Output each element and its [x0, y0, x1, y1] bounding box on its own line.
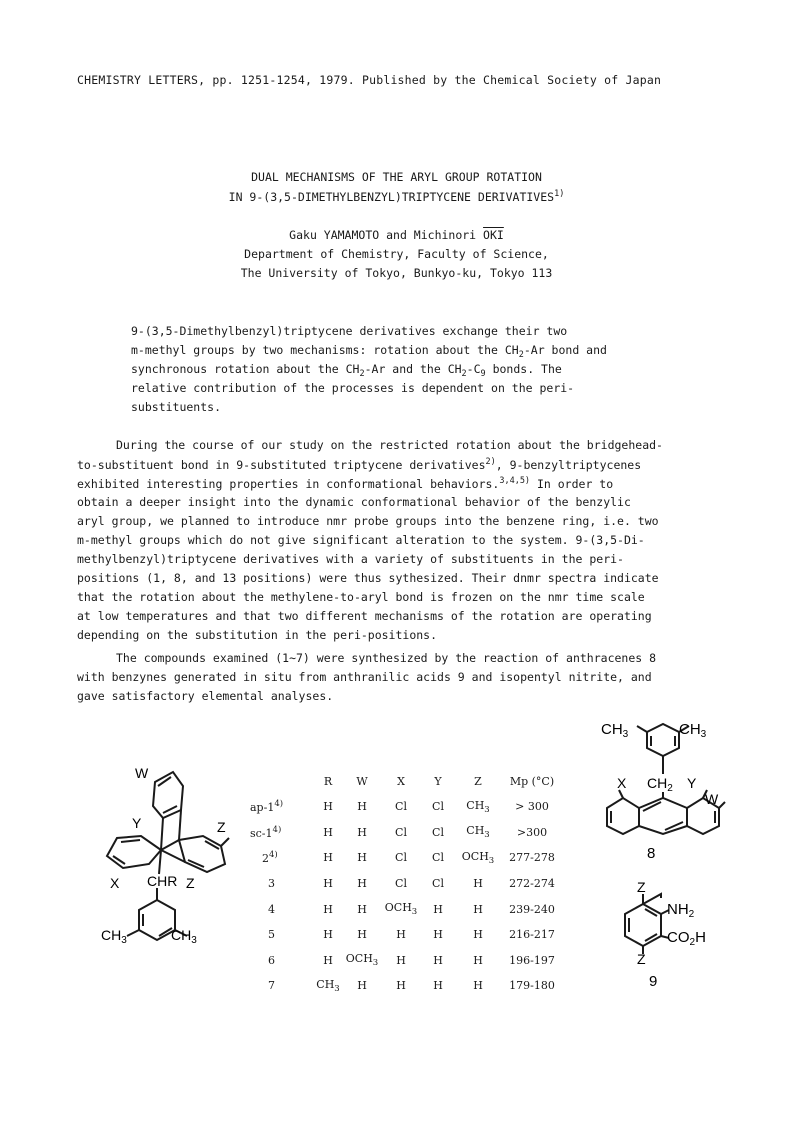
label-ch3-right: [679, 721, 707, 740]
z-bond: [221, 838, 229, 846]
cell-x: H: [396, 928, 406, 942]
cell-r: H: [323, 800, 333, 814]
abstract-text: -Ar bond and: [523, 343, 607, 357]
label-x: X: [617, 775, 627, 791]
table-row: [250, 820, 564, 846]
lower-ring: [139, 900, 175, 940]
author-oki: $\overline{OKI}$: [483, 228, 504, 242]
label-y: Y: [687, 775, 697, 791]
label-chr: CHR: [147, 873, 178, 889]
cell-w: [342, 948, 382, 974]
abstract-sub: 2: [359, 369, 365, 379]
cell-w: H: [357, 979, 367, 993]
compound-ref: 4): [272, 824, 282, 835]
ch3-text: CH: [171, 927, 192, 943]
cell-w: H: [357, 851, 367, 865]
compound-ref: 4): [274, 799, 284, 810]
cell-w: H: [357, 825, 367, 839]
methyl-bond: [127, 930, 139, 936]
compound-label: 5: [268, 928, 275, 942]
table-row: [250, 948, 564, 974]
label-ch3-left: [101, 927, 127, 946]
cell-z: H: [473, 953, 483, 967]
compound-label: 3: [268, 877, 275, 891]
body-line: The compounds examined (1∼7) were synthesized by the reaction of anthracenes 8: [116, 651, 657, 665]
body-line: positions (1, 8, and 13 positions) were thus sythesized. Their dnmr spectra indicate: [77, 571, 659, 585]
benzyl-bond: [159, 850, 161, 874]
abstract-text: m-methyl groups by two mechanisms: rotation about the CH: [131, 343, 519, 357]
label-z-upper: Z: [217, 819, 226, 835]
label-x: X: [110, 875, 120, 891]
abstract-sub: 2: [461, 369, 467, 379]
cell-w: H: [357, 902, 367, 916]
label-y: Y: [132, 815, 142, 831]
body-text: , 9-benzyltriptycenes: [495, 458, 642, 472]
title-ref: 1): [554, 189, 565, 199]
cell-y: H: [433, 902, 443, 916]
bridge-bond: [161, 840, 179, 850]
co2h-sub: 2: [689, 937, 696, 948]
cell-z: [456, 820, 500, 846]
table-row: [250, 896, 564, 922]
cell-z-sub: 3: [484, 830, 490, 841]
compound-number-8: 8: [647, 845, 656, 862]
triptycene-bonds: [107, 772, 229, 940]
cell-mp: > 300: [515, 800, 549, 814]
cell-z: H: [473, 928, 483, 942]
cell-mp: 277-278: [509, 851, 555, 865]
co2h-text: CO: [667, 929, 690, 946]
cell-y: Cl: [432, 825, 444, 839]
abstract-text: synchronous rotation about the CH: [131, 362, 360, 376]
abstract-text: -C: [466, 362, 481, 376]
body-line: at low temperatures and that two different mechanisms of the rotation are operating: [77, 609, 652, 623]
cell-mp: >300: [516, 825, 548, 839]
table-header-row: [250, 768, 564, 794]
ch3-text: CH: [101, 927, 122, 943]
label-ch3-right: [171, 927, 197, 946]
table-header: W: [356, 774, 368, 788]
cell-mp: 179-180: [509, 979, 555, 993]
cell-y: H: [433, 953, 443, 967]
cell-r-sub: 3: [334, 983, 340, 994]
table-header: R: [323, 774, 333, 788]
body-text: In order to: [530, 477, 614, 491]
cell-r: H: [323, 851, 333, 865]
body-line: During the course of our study on the restricted rotation about the bridgehead-: [116, 438, 663, 452]
cell-x: H: [396, 979, 406, 993]
abstract-line: 9-(3,5-Dimethylbenzyl)triptycene derivatives exchange their two: [131, 324, 568, 338]
compound-id: sc-1: [250, 826, 273, 840]
citation: 3,4,5): [499, 476, 531, 486]
anthracene-structure: [595, 712, 735, 862]
abstract-line: substituents.: [131, 400, 222, 414]
cell-z: H: [473, 979, 483, 993]
title-line-2-text: IN 9-(3,5-DIMETHYLBENZYL)TRIPTYCENE DERIVATIVES: [228, 190, 555, 204]
compound-number-9: 9: [649, 973, 658, 990]
abstract-sub: 9: [480, 369, 486, 379]
label-ch2: [647, 775, 673, 794]
cell-y: Cl: [432, 851, 444, 865]
table-row: [250, 794, 564, 820]
cell-w: H: [357, 877, 367, 891]
ch3-sub: 3: [191, 935, 197, 946]
label-z-top: Z: [637, 879, 646, 895]
abstract-text: -Ar and the CH: [364, 362, 462, 376]
compound-ref: 4): [269, 850, 278, 861]
table-row: [250, 871, 564, 897]
cell-y: Cl: [432, 800, 444, 814]
ch3-sub: 3: [622, 729, 629, 740]
label-w: W: [705, 791, 719, 807]
cell-z: [456, 794, 500, 820]
authors: [0, 228, 793, 242]
cell-r: H: [323, 928, 333, 942]
bridge-bond: [161, 818, 163, 850]
label-ch3-left: [601, 721, 629, 740]
abstract-line: [131, 362, 562, 379]
cell-r: H: [323, 825, 333, 839]
triptycene-structure: [95, 760, 245, 950]
cell-mp: 272-274: [509, 877, 555, 891]
cell-r: H: [323, 877, 333, 891]
compound-label: [250, 845, 314, 871]
double-bond: [121, 840, 140, 842]
cell-mp: 216-217: [509, 928, 555, 942]
cell-r: [314, 973, 342, 999]
affiliation-2: The University of Tokyo, Bunkyo-ku, Tokyo 113: [240, 266, 553, 280]
cell-x: [382, 896, 420, 922]
table-header: X: [397, 774, 405, 788]
compound-id: ap-1: [250, 801, 275, 815]
cell-mp: 196-197: [509, 953, 555, 967]
cell-z-sub: 3: [484, 804, 490, 815]
body-text: exhibited interesting properties in conformational behaviors.: [77, 477, 500, 491]
anthranilic-structure: [615, 876, 725, 996]
author-names: Gaku YAMAMOTO and Michinori: [289, 228, 484, 242]
cell-mp: 239-240: [509, 902, 555, 916]
bridge-bond: [179, 810, 181, 840]
cell-z-text: OCH: [461, 849, 489, 863]
affiliation-1: Department of Chemistry, Faculty of Science,: [244, 247, 549, 261]
ch3-text: CH: [679, 721, 701, 738]
cell-x: Cl: [395, 800, 407, 814]
body-line: with benzynes generated in situ from anthranilic acids 9 and isopentyl nitrite, and: [77, 670, 652, 684]
cell-x: H: [396, 953, 406, 967]
nh2-sub: 2: [688, 909, 695, 920]
cell-r: H: [323, 953, 333, 967]
body-line: that the rotation about the methylene-to-aryl bond is frozen on the nmr time scale: [77, 590, 645, 604]
cell-y: H: [433, 928, 443, 942]
ch3-text: CH: [601, 721, 623, 738]
cell-z-text: CH: [466, 824, 485, 838]
cell-y: Cl: [432, 877, 444, 891]
w-bond: [719, 802, 725, 808]
journal-header: CHEMISTRY LETTERS, pp. 1251-1254, 1979. Published by the Chemical Society of Japan: [77, 73, 662, 87]
body-line: gave satisfactory elemental analyses.: [77, 689, 334, 703]
table-row: [250, 922, 564, 948]
label-nh2: [667, 901, 695, 920]
label-z-lower: Z: [186, 875, 195, 891]
citation: 2): [485, 457, 496, 467]
compounds-table: [250, 768, 564, 999]
cell-w-sub: 3: [372, 958, 379, 969]
compound-id: 2: [262, 852, 269, 866]
compound-label: 6: [268, 953, 275, 967]
cell-x-sub: 3: [411, 907, 418, 918]
cell-z-text: CH: [466, 798, 485, 812]
cell-z-sub: 3: [488, 855, 495, 866]
body-line: [77, 476, 613, 491]
table-row: [250, 845, 564, 871]
cell-z: [456, 845, 500, 871]
label-w: W: [135, 765, 149, 781]
title-line-1: DUAL MECHANISMS OF THE ARYL GROUP ROTATION: [251, 170, 542, 184]
ch2-text: CH: [647, 775, 668, 791]
co2h-h: H: [695, 929, 706, 946]
body-line: m-methyl groups which do not give significant alteration to the system. 9-(3,5-Di-: [77, 533, 645, 547]
ch3-sub: 3: [121, 935, 127, 946]
body-line: aryl group, we planned to introduce nmr probe groups into the benzene ring, i.e. two: [77, 514, 659, 528]
cell-x: Cl: [395, 825, 407, 839]
body-line: obtain a deeper insight into the dynamic conformational behavior of the benzylic: [77, 495, 631, 509]
compound-label: 7: [268, 979, 275, 993]
ch3-sub: 3: [700, 729, 707, 740]
body-line: depending on the substitution in the peri-positions.: [77, 628, 438, 642]
cell-w: H: [357, 800, 367, 814]
benzene-ring: [625, 904, 661, 946]
cell-z: H: [473, 902, 483, 916]
table-header: Z: [474, 774, 482, 788]
cell-r: H: [323, 902, 333, 916]
label-co2h: [667, 929, 706, 948]
placeholder: [643, 894, 661, 904]
ch2-sub: 2: [667, 783, 673, 794]
body-text: to-substituent bond in 9-substituted triptycene derivatives: [77, 458, 486, 472]
table-header-label: [250, 768, 314, 794]
abstract-text: bonds. The: [485, 362, 562, 376]
table-header: Mp (°C): [509, 774, 555, 788]
cell-w-text: OCH: [345, 952, 373, 966]
cell-x-text: OCH: [384, 901, 412, 915]
body-line: methylbenzyl)triptycene derivatives with a variety of substituents in the peri-: [77, 552, 624, 566]
abstract-line: [131, 343, 607, 360]
compound-label: [250, 794, 314, 820]
anthranilic-bonds: [625, 894, 669, 954]
x-bond: [619, 790, 623, 798]
body-line: [77, 457, 641, 472]
middle-ring: [639, 798, 687, 834]
cell-w: H: [357, 928, 367, 942]
cell-x: Cl: [395, 851, 407, 865]
table-row: [250, 973, 564, 999]
title-line-2: [0, 189, 793, 204]
methyl-bond: [637, 726, 647, 732]
cell-r-text: CH: [316, 977, 335, 991]
cell-y: H: [433, 979, 443, 993]
abstract-sub: 2: [518, 350, 524, 360]
compound-label: 4: [268, 902, 275, 916]
label-z-bottom: Z: [637, 951, 646, 967]
nh2-text: NH: [667, 901, 689, 918]
cell-x: Cl: [395, 877, 407, 891]
cell-z: H: [473, 877, 483, 891]
double-bond: [205, 841, 219, 849]
table-header: Y: [434, 774, 442, 788]
compound-label: [250, 820, 314, 846]
abstract-line: relative contribution of the processes is dependent on the peri-: [131, 381, 575, 395]
